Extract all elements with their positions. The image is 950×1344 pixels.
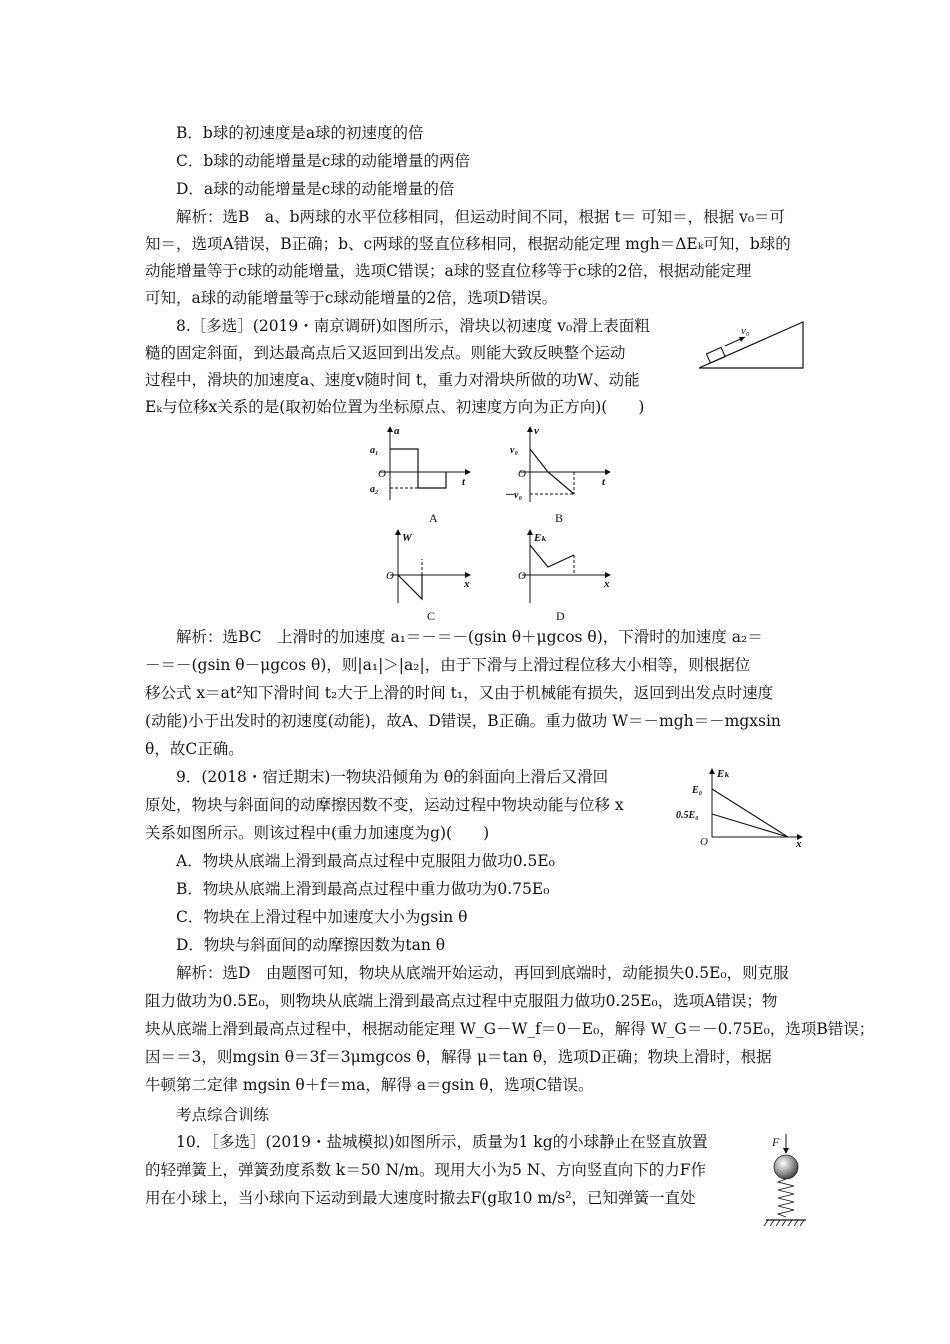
- analysis-q8-line3: 移公式 x＝at²知下滑时间 t₂大于上滑的时间 t₁，又由于机械能有损失，返回到出发点时速度: [145, 684, 774, 702]
- option-b-q9: B．物块从底端上滑到最高点过程中重力做功为0.75E₀: [176, 880, 550, 898]
- axis-ek: Eₖ: [534, 532, 548, 544]
- axis-x: x: [796, 838, 802, 847]
- question-9-line1: 9．(2018・宿迁期末)一物块沿倾角为 θ的斜面向上滑后又滑回: [176, 768, 609, 786]
- question-8-line2: 糙的固定斜面，到达最高点后又返回到出发点。则能大致反映整个运动: [145, 344, 626, 362]
- origin-label: O: [386, 570, 394, 582]
- analysis-q7-line4: 可知，a球的动能增量等于c球动能增量的2倍，选项D错误。: [145, 289, 558, 307]
- caption-d: D: [556, 609, 565, 623]
- tick-v0: v₀: [510, 445, 518, 456]
- tick-a1: a₁: [370, 445, 379, 456]
- spring: [778, 1179, 794, 1217]
- caption-b: B: [555, 511, 564, 525]
- tick-a2: a₂: [370, 484, 379, 495]
- axis-a: a: [394, 425, 400, 437]
- axis-t: t: [602, 476, 606, 488]
- axis-x: x: [604, 578, 610, 590]
- caption-a: A: [429, 511, 438, 525]
- analysis-q7-line3: 动能增量等于c球的动能增量，选项C错误；a球的竖直位移等于c球的2倍，根据动能定理: [145, 262, 752, 280]
- option-d-q9: D．物块与斜面间的动摩擦因数为tan θ: [176, 936, 446, 954]
- axis-v: v: [534, 425, 539, 437]
- question-9-line3: 关系如图所示。则该过程中(重力加速度为g)( ): [145, 824, 490, 842]
- graph-b: [490, 422, 620, 527]
- force-label: F: [772, 1135, 780, 1149]
- analysis-q9-line3: 块从底端上滑到最高点过程中，根据动能定理 W_G－W_f＝0－E₀，解得 W_G＝－0.75E₀，选项B错误；: [145, 1020, 875, 1038]
- analysis-q8-line4: (动能)小于出发时的初速度(动能)，故A、D错误，B正确。重力做功 W＝－mgh＝－mgxsin: [145, 712, 781, 730]
- origin-label: O: [378, 468, 386, 480]
- tick-half-e0: 0.5E₀: [676, 810, 699, 821]
- incline-figure: [695, 318, 810, 374]
- question-8-line1: 8.［多选］(2019・南京调研)如图所示，滑块以初速度 v₀滑上表面粗: [176, 317, 650, 335]
- axis-t: t: [462, 476, 466, 488]
- graph-a: [350, 422, 480, 527]
- analysis-q9-line5: 牛顿第二定律 mgsin θ＋f＝ma，解得 a＝gsin θ，选项C错误。: [145, 1076, 594, 1094]
- origin-label: O: [700, 836, 708, 847]
- axis-w: W: [402, 532, 412, 544]
- tick-e0: E₀: [692, 785, 703, 796]
- option-b-q7: B．b球的初速度是a球的初速度的倍: [176, 124, 424, 142]
- question-9-line2: 原处，物块与斜面间的动摩擦因数不变，运动过程中物块动能与位移 x: [145, 796, 624, 814]
- analysis-q7-line1: 解析：选B a、b两球的水平位移相同，但运动时间不同，根据 t＝ 可知＝，根据 v₀＝可: [176, 208, 786, 226]
- caption-c: C: [427, 609, 436, 623]
- analysis-q9-line1: 解析：选D 由题图可知，物块从底端开始运动，再回到底端时，动能损失0.5E₀，则克服: [176, 964, 789, 982]
- axis-x: x: [464, 578, 470, 590]
- option-c-q7: C．b球的动能增量是c球的动能增量的两倍: [176, 152, 470, 170]
- graph-c: [350, 527, 480, 627]
- question-10-line2: 的轻弹簧上，弹簧劲度系数 k＝50 N/m。现用大小为5 N、方向竖直向下的力F作: [145, 1161, 707, 1179]
- analysis-q8-line5: θ，故C正确。: [145, 740, 244, 758]
- option-a-q9: A．物块从底端上滑到最高点过程中克服阻力做功0.5E₀: [176, 852, 555, 870]
- analysis-q9-line2: 阻力做功为0.5E₀，则物块从底端上滑到最高点过程中克服阻力做功0.25E₀，选项A错误；物: [145, 992, 778, 1010]
- option-c-q9: C．物块在上滑过程中加速度大小为gsin θ: [176, 908, 468, 926]
- analysis-q9-line4: 因＝＝3，则mgsin θ＝3f＝3μmgcos θ，解得 μ＝tan θ，选项D正确；物块上滑时，根据: [145, 1048, 772, 1066]
- spring-figure: [760, 1130, 810, 1242]
- section-heading: 考点综合训练: [176, 1106, 270, 1124]
- analysis-q8-line2: －＝－(gsin θ－μgcos θ)，则|a₁|＞|a₂|，由于下滑与上滑过程位移大小相等，则根据位: [145, 656, 751, 674]
- origin-label: O: [518, 570, 526, 582]
- axis-ek: Eₖ: [717, 768, 731, 780]
- question-8-line3: 过程中，滑块的加速度a、速度v随时间 t，重力对滑块所做的功W、动能: [145, 371, 640, 389]
- graph-d: [490, 527, 620, 627]
- question-10-line1: 10．［多选］(2019・盐城模拟)如图所示，质量为1 kg的小球静止在竖直放置: [176, 1133, 708, 1151]
- q9-ek-graph: [670, 765, 810, 847]
- ball: [774, 1155, 798, 1179]
- question-8-line4: Eₖ与位移x关系的是(取初始位置为坐标原点、初速度方向为正方向)( ): [145, 398, 645, 416]
- question-10-line3: 用在小球上，当小球向下运动到最大速度时撤去F(g取10 m/s²，已知弹簧一直处: [145, 1189, 696, 1207]
- v0-label: v₀: [741, 325, 750, 337]
- origin-label: O: [518, 468, 526, 480]
- tick-neg-v0: －v₀: [504, 490, 522, 501]
- analysis-q8-line1: 解析：选BC 上滑时的加速度 a₁＝－＝－(gsin θ＋μgcos θ)，下滑时的加速度 a₂＝: [176, 628, 763, 646]
- analysis-q7-line2: 知＝，选项A错误，B正确；b、c两球的竖直位移相同，根据动能定理 mgh＝ΔEₖ可知，b球的: [145, 235, 791, 253]
- option-d-q7: D．a球的动能增量是c球的动能增量的倍: [176, 180, 455, 198]
